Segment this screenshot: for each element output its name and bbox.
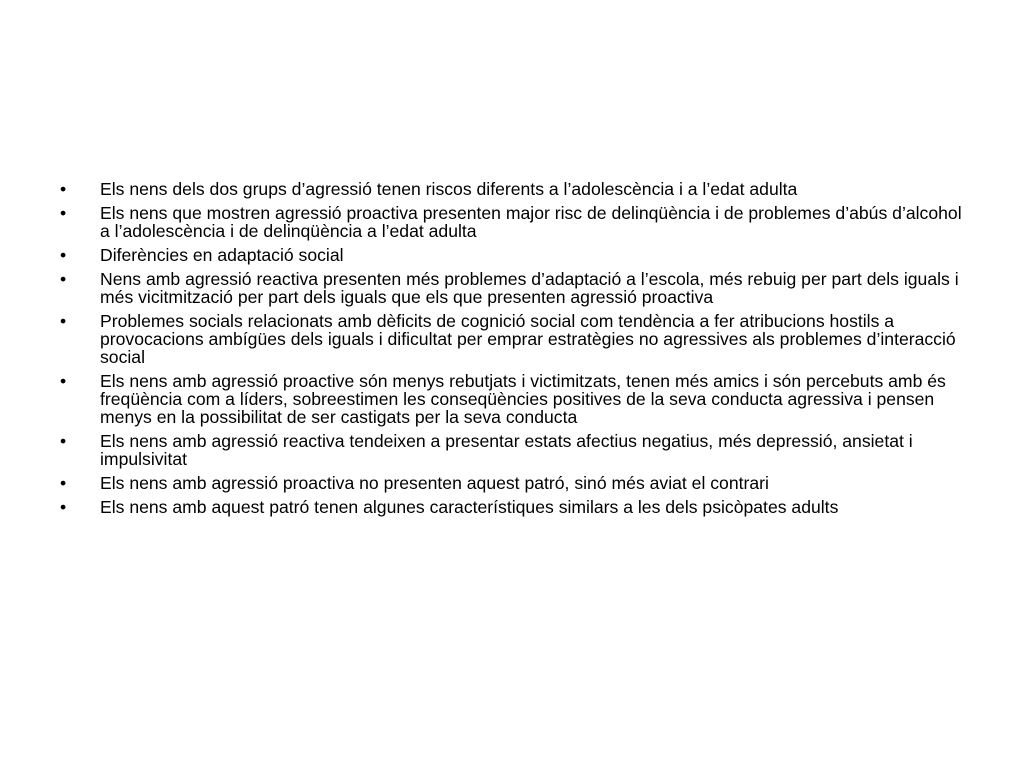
bullet-text: Els nens amb agressió proactive són menys rebutjats i victimitzats, tenen més amics i són percebuts amb és freqüència com a líders, sobreestimen les conseqüències positives de la seva conducta agressiva i pensen menys en la possibilitat de ser castigats per la seva conducta [100, 371, 946, 427]
bullet-item [60, 312, 970, 366]
bullet-text: Els nens amb agressió reactiva tendeixen a presentar estats afectius negatius, més depressió, ansietat i impulsivitat [100, 431, 913, 469]
bullet-marker: • [60, 497, 67, 517]
bullet-marker: • [60, 371, 67, 391]
bullet-item [60, 270, 970, 306]
bullet-marker: • [60, 203, 67, 223]
bullet-item [60, 246, 970, 264]
bullet-text: Problemes socials relacionats amb dèficits de cognició social com tendència a fer atribucions hostils a provocacions ambígües dels iguals i dificultat per emprar estratègies no agressives als problemes d’interacció social [100, 311, 956, 367]
bullet-item [60, 498, 970, 516]
bullet-text: Nens amb agressió reactiva presenten més problemes d’adaptació a l’escola, més rebuig per part dels iguals i més vicitmització per part dels iguals que els que presenten agressió proactiva [100, 269, 959, 307]
bullet-marker: • [60, 473, 67, 493]
bullet-marker: • [60, 431, 67, 451]
bullet-marker: • [60, 179, 67, 199]
bullet-item [60, 180, 970, 198]
bullet-marker: • [60, 245, 67, 265]
bullet-text: Els nens dels dos grups d’agressió tenen riscos diferents a l’adolescència i a l’edat adulta [100, 179, 798, 199]
bullet-item [60, 372, 970, 426]
bullet-list [60, 180, 970, 522]
bullet-text: Els nens amb agressió proactiva no presenten aquest patró, sinó més aviat el contrari [100, 473, 769, 493]
bullet-text: Els nens que mostren agressió proactiva presenten major risc de delinqüència i de problemes d’abús d’alcohol a l’adolescència i de delinqüència a l’edat adulta [100, 203, 962, 241]
bullet-text: Diferències en adaptació social [100, 245, 344, 265]
bullet-item [60, 474, 970, 492]
bullet-text: Els nens amb aquest patró tenen algunes característiques similars a les dels psicòpates adults [100, 497, 839, 517]
bullet-marker: • [60, 311, 67, 331]
bullet-item [60, 432, 970, 468]
bullet-item [60, 204, 970, 240]
bullet-marker: • [60, 269, 67, 289]
